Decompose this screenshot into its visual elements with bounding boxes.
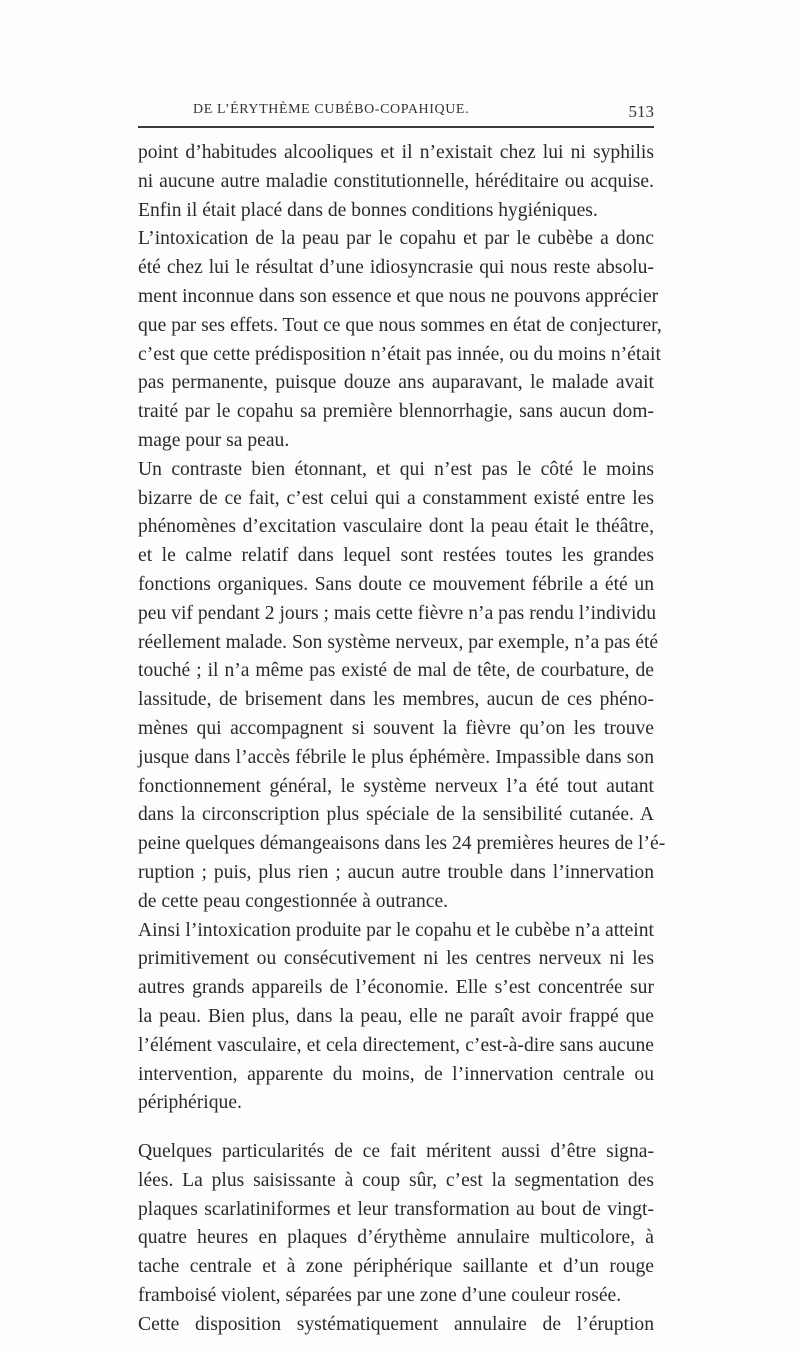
text-line: mage pour sa peau. [138,429,290,451]
text-line: fonctions organiques. Sans doute ce mouvement fébrile a été un [138,573,654,595]
text-line: framboisé violent, séparées par une zone d’une couleur rosée. [138,1285,622,1307]
text-line: tache centrale et à zone périphérique saillante et d’un rouge [138,1256,654,1278]
text-line: ni aucune autre maladie constitutionnelle, héréditaire ou acquise. [138,170,654,192]
text-line: de cette peau congestionnée à outrance. [138,890,449,912]
paragraph [138,917,654,1119]
text-line: Un contraste bien étonnant, et qui n’est pas le côté le moins [138,458,654,480]
text-line: périphérique. [138,1092,242,1114]
text-line: phénomènes d’excitation vasculaire dont la peau était le théâtre, [138,516,654,538]
text-line: réellement malade. Son système nerveux, par exemple, n’a pas été [138,631,659,653]
text-line: lassitude, de brisement dans les membres, aucun de ces phéno- [138,689,654,711]
text-line: que par ses effets. Tout ce que nous sommes en état de conjecturer, [138,314,662,336]
text-line: l’élément vasculaire, et cela directement, c’est-à-dire sans aucune [138,1034,654,1056]
running-head [138,100,654,124]
page-number: 513 [628,102,654,121]
header-rule [138,126,654,128]
text-line: dans la circonscription plus spéciale de la sensibilité cutanée. A [138,804,654,826]
text-line: la peau. Bien plus, dans la peau, elle ne paraît avoir frappé que [138,1005,654,1027]
text-line: c’est que cette prédisposition n’était pas innée, ou du moins n’était [138,343,661,365]
text-line: peu vif pendant 2 jours ; mais cette fièvre n’a pas rendu l’individu [138,602,656,624]
text-line: lées. La plus saisissante à coup sûr, c’est la segmentation des [138,1169,654,1191]
text-line: peine quelques démangeaisons dans les 24 premières heures de l’é- [138,833,666,855]
text-line: été chez lui le résultat d’une idiosyncrasie qui nous reste absolu- [138,257,654,279]
text-line: plaques scarlatiniformes et leur transformation au bout de vingt- [138,1198,654,1220]
text-line: autres grands appareils de l’économie. Elle s’est concentrée sur [138,977,654,999]
running-title: DE L’ÉRYTHÈME CUBÉBO-COPAHIQUE. [193,102,470,117]
body-text [138,139,666,1340]
text-line: jusque dans l’accès fébrile le plus éphémère. Impassible dans son [138,746,654,768]
text-line: Ainsi l’intoxication produite par le copahu et le cubèbe n’a atteint [138,919,654,941]
text-line: ruption ; puis, plus rien ; aucun autre trouble dans l’innervation [138,861,654,883]
text-line: et le calme relatif dans lequel sont restées toutes les grandes [138,545,654,567]
paragraph [138,1311,654,1340]
paragraph [138,139,654,225]
text-line: fonctionnement général, le système nerveux l’a été tout autant [138,775,654,797]
paragraph-gap [138,1118,654,1138]
text-line: traité par le copahu sa première blennorrhagie, sans aucun dom- [138,401,654,423]
paragraph [138,1138,654,1311]
text-line: bizarre de ce fait, c’est celui qui a constamment existé entre les [138,487,654,509]
text-line: quatre heures en plaques d’érythème annulaire multicolore, à [138,1227,654,1249]
text-line: L’intoxication de la peau par le copahu et par le cubèbe a donc [138,228,654,250]
text-line: ment inconnue dans son essence et que nous ne pouvons apprécier [138,285,659,307]
text-line: point d’habitudes alcooliques et il n’existait chez lui ni syphilis [138,142,654,163]
paragraph [138,225,662,455]
text-line: touché ; il n’a même pas existé de mal de tête, de courbature, de [138,660,654,682]
text-line: mènes qui accompagnent si souvent la fièvre qu’on les trouve [138,717,654,739]
text-line: primitivement ou consécutivement ni les centres nerveux ni les [138,948,654,970]
text-line: pas permanente, puisque douze ans auparavant, le malade avait [138,372,654,394]
paragraph [138,456,666,917]
text-line: Enfin il était placé dans de bonnes conditions hygiéniques. [138,199,598,221]
text-line: intervention, apparente du moins, de l’innervation centrale ou [138,1063,654,1085]
text-line: Quelques particularités de ce fait méritent aussi d’être signa- [138,1141,654,1163]
text-line: Cette disposition systématiquement annulaire de l’éruption [138,1313,654,1335]
